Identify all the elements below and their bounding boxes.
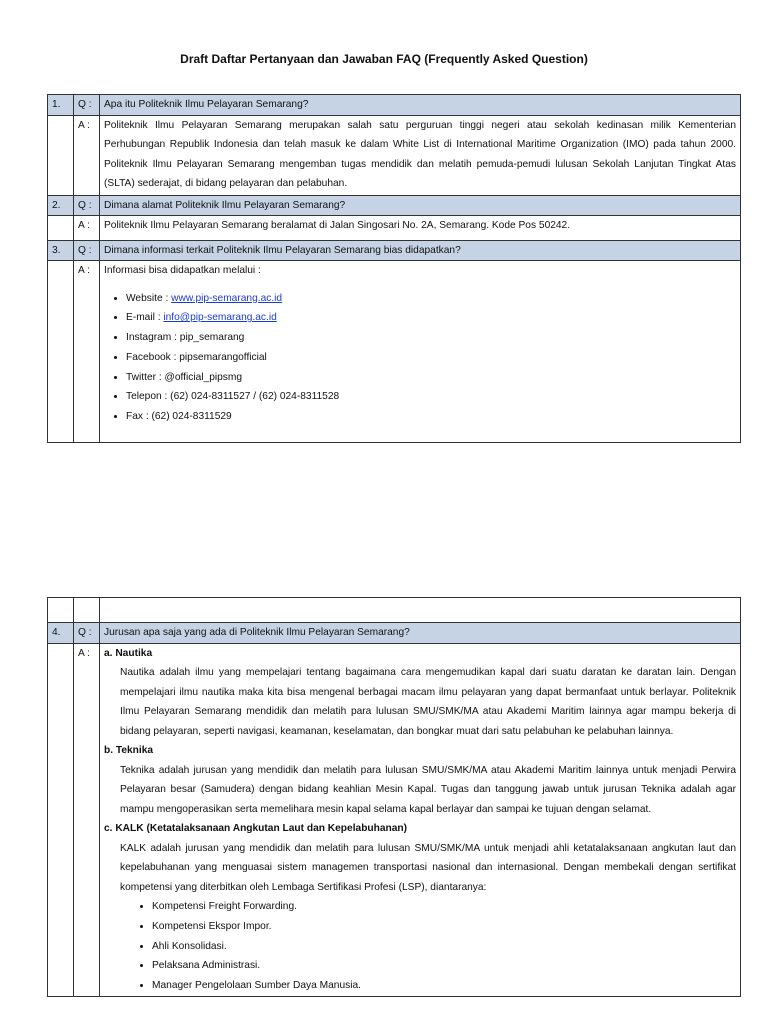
faq-answer-row [48, 643, 741, 996]
email-link[interactable]: info@pip-semarang.ac.id [163, 312, 277, 324]
answer-label: A : [74, 643, 100, 996]
faq-question: Apa itu Politeknik Ilmu Pelayaran Semarang? [100, 95, 741, 116]
list-item: • Pelaksana Administrasi. [152, 956, 736, 976]
faq-answer: Politeknik Ilmu Pelayaran Semarang beralamat di Jalan Singosari No. 2A, Semarang. Kode Pos 50242. [100, 216, 741, 241]
contact-intro: Informasi bisa didapatkan melalui : [104, 265, 261, 276]
faq-question: Dimana alamat Politeknik Ilmu Pelayaran Semarang? [100, 195, 741, 216]
list-item: • Kompetensi Freight Forwarding. [152, 897, 736, 917]
section-text-kalk: KALK adalah jurusan yang mendidik dan melatih para lulusan SMU/SMK/MA untuk menjadi ahli ketatalaksanaan angkutan laut dan kepelabuhanan yang menguasai sistem managemen transportasi nasional dan internasional. Dengan membekali dengan sertifikat kompetensi yang diterbitkan oleh Lembaga Sertifikasi Profesi (LSP), diantaranya: [120, 842, 736, 893]
faq-question-row [48, 195, 741, 216]
faq-question: Dimana informasi terkait Politeknik Ilmu Pelayaran Semarang bias didapatkan? [100, 240, 741, 261]
faq-question-row [48, 623, 741, 644]
contact-list [104, 289, 736, 428]
list-item: • Facebook : pipsemarangofficial [126, 348, 736, 368]
list-item: • E-mail : info@pip-semarang.ac.id [126, 308, 736, 328]
faq-question: Jurusan apa saja yang ada di Politeknik Ilmu Pelayaran Semarang? [100, 623, 741, 644]
faq-answer-row [48, 115, 741, 195]
list-item: • Kompetensi Ekspor Impor. [152, 917, 736, 937]
faq-number: 1. [48, 95, 74, 116]
faq-table-2 [47, 597, 741, 997]
document-title: Draft Daftar Pertanyaan dan Jawaban FAQ (Frequently Asked Question) [180, 52, 588, 66]
faq-question-row [48, 240, 741, 261]
faq-number: 3. [48, 240, 74, 261]
question-label: Q : [74, 195, 100, 216]
section-text-teknika: Teknika adalah jurusan yang mendidik dan melatih para lulusan SMU/SMK/MA atau Akademi Maritim lainnya untuk menjadi Perwira Pelayaran besar (Samudera) dengan bidang keahlian Mesin Kapal. Tugas dan tanggung jawab untuk jurusan Teknika adalah agar mampu mengoperasikan serta memelihara mesin kapal selama kapal berlayar dan sampai ke tujuan dengan selamat. [120, 764, 736, 815]
faq-question-row [48, 95, 741, 116]
answer-label: A : [74, 115, 100, 195]
list-item: • Fax : (62) 024-8311529 [126, 407, 736, 427]
faq-answer-row [48, 261, 741, 443]
answer-label: A : [74, 216, 100, 241]
list-item: • Telepon : (62) 024-8311527 / (62) 024-8311528 [126, 387, 736, 407]
section-heading-kalk: c. KALK (Ketatalaksanaan Angkutan Laut dan Kepelabuhanan) [104, 823, 408, 834]
list-item: • Twitter : @official_pipsmg [126, 368, 736, 388]
faq-number: 4. [48, 623, 74, 644]
section-text-nautika: Nautika adalah ilmu yang mempelajari tentang bagaimana cara mengemudikan kapal dari suatu daratan ke daratan lain. Dengan mempelajari ilmu nautika maka kita bisa mengenal berbagai macam ilmu pelayaran yang dapat bermanfaat untuk berlayar. Politeknik Ilmu Pelayaran Semarang mendidik dan melatih para lulusan SMU/SMK/MA atau Akademi Maritim lainnya agar mampu bekerja di bidang pelayaran, seperti navigasi, keamanan, keselamatan, dan bongkar muat dari satu pelabuhan ke pelabuhan lainnya. [120, 667, 736, 737]
list-item: • Ahli Konsolidasi. [152, 937, 736, 957]
faq-answer [100, 643, 741, 996]
faq-answer: Politeknik Ilmu Pelayaran Semarang merupakan salah satu perguruan tinggi negeri atau sekolah kedinasan milik Kementerian Perhubungan Republik Indonesia dan telah masuk ke dalam White List di International Maritime Organization (IMO) pada tahun 2000. Politeknik Ilmu Pelayaran Semarang mengemban tugas mendidik dan melatih pemuda-pemudi lulusan Sekolah Lanjutan Tingkat Atas (SLTA) sederajat, di bidang pelayaran dan pelabuhan. [100, 115, 741, 195]
section-heading-nautika: a. Nautika [104, 647, 153, 659]
question-label: Q : [74, 240, 100, 261]
faq-answer-row [48, 216, 741, 241]
kalk-competency-list [104, 897, 736, 996]
faq-number: 2. [48, 195, 74, 216]
website-link[interactable]: www.pip-semarang.ac.id [171, 292, 283, 304]
question-label: Q : [74, 95, 100, 116]
empty-row [48, 598, 741, 623]
faq-answer [100, 261, 741, 443]
list-item: • Instagram : pip_semarang [126, 328, 736, 348]
section-heading-teknika: b. Teknika [104, 745, 154, 756]
list-item: • Manager Pengelolaan Sumber Daya Manusia. [152, 976, 736, 996]
answer-label: A : [74, 261, 100, 443]
list-item: • Website : www.pip-semarang.ac.id [126, 289, 736, 309]
question-label: Q : [74, 623, 100, 644]
faq-table-1 [47, 94, 741, 443]
